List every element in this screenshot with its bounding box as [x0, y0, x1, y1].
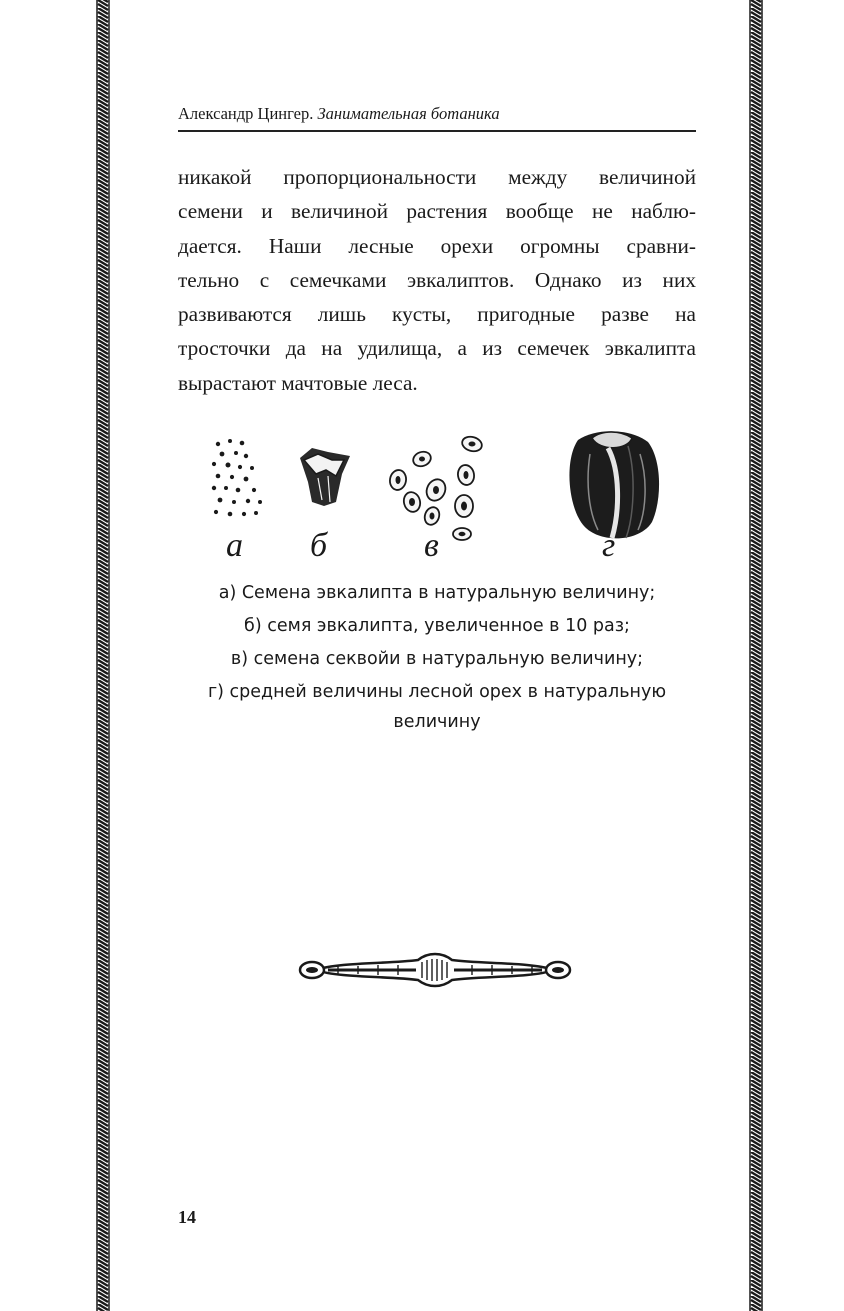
left-border-ornament	[96, 0, 110, 1311]
caption-line: б) семя эвкалипта, увеличенное в 10 раз;	[244, 616, 630, 636]
caption-line: в) семена секвойи в натуральную величину;	[230, 649, 644, 669]
right-border-ornament	[749, 0, 763, 1311]
body-paragraph	[178, 160, 696, 400]
caption-line: г) средней величины лесной орех в натуральную	[207, 682, 667, 702]
section-divider-ornament	[298, 950, 572, 990]
caption-line: а) Семена эвкалипта в натуральную величину;	[218, 583, 656, 603]
figure-label-b: б	[310, 527, 328, 564]
page-number: 14	[178, 1207, 196, 1227]
body-line: развиваются лишь кусты, пригодные разве на	[178, 302, 696, 327]
figure-label-a: а	[226, 527, 243, 564]
body-line: никакой пропорциональности между величиной	[178, 165, 696, 189]
body-line: тельно с семечками эвкалиптов. Однако из них	[178, 267, 696, 292]
eucalyptus-seeds-natural-size	[212, 439, 262, 516]
figure-caption	[178, 577, 696, 736]
figure-label-v: в	[424, 527, 439, 564]
body-line: тросточки да на удилища, а из семечек эвкалипта	[178, 336, 696, 361]
hazelnut-natural-size	[569, 431, 659, 538]
header-book-title: Занимательная ботаника	[317, 104, 500, 123]
running-header	[178, 104, 696, 132]
figure-label-g: г	[602, 527, 616, 564]
header-author: Александр Цингер.	[178, 104, 314, 123]
body-line: дается. Наши лесные орехи огромны сравни-	[178, 233, 696, 258]
body-line: семени и величиной растения вообще не наблю-	[178, 199, 696, 224]
eucalyptus-seed-magnified	[300, 448, 350, 506]
body-line: вырастают мачтовые леса.	[178, 370, 418, 395]
caption-line: величину	[393, 712, 481, 732]
